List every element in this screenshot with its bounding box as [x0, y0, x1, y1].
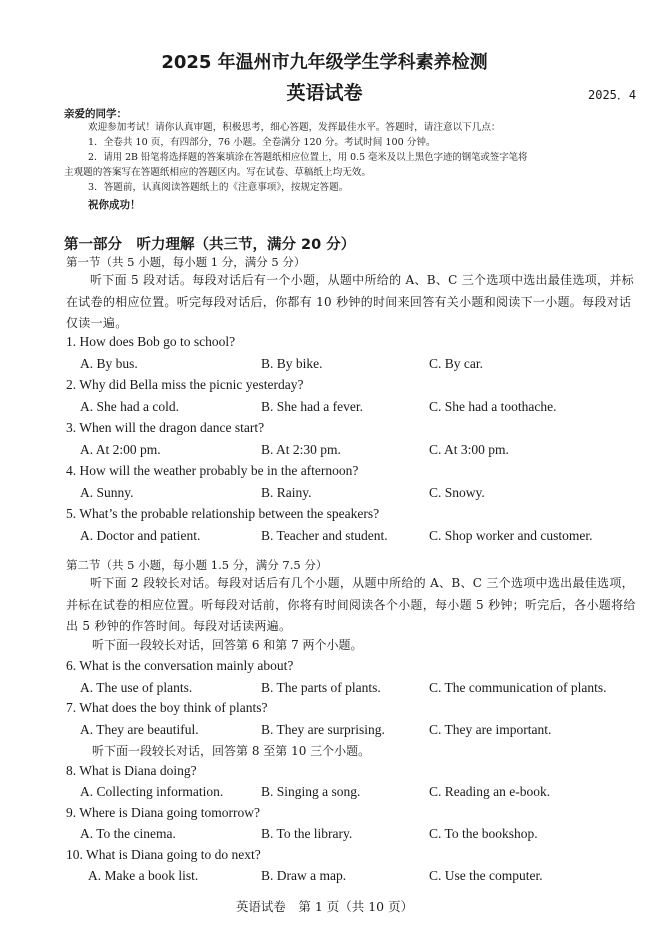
- section2-note-1: 听下面一段较长对话，回答第 6 和第 7 两个小题。: [92, 638, 363, 652]
- question-6-option-b: B. The parts of plants.: [261, 680, 381, 695]
- notice-rule-1: 1．全卷共 10 页，有四部分，76 小题。全卷满分 120 分。考试时间 100 分钟。: [88, 137, 436, 148]
- question-8-option-b: B. Singing a song.: [261, 784, 361, 799]
- question-3-option-c: C. At 3:00 pm.: [429, 442, 509, 457]
- question-2-option-b: B. She had a fever.: [261, 399, 363, 414]
- question-4-option-b: B. Rainy.: [261, 485, 312, 500]
- question-3-option-a: A. At 2:00 pm.: [80, 442, 161, 457]
- question-7-option-a: A. They are beautiful.: [80, 722, 199, 737]
- question-7-option-b: B. They are surprising.: [261, 722, 385, 737]
- question-6-option-a: A. The use of plants.: [80, 680, 193, 695]
- question-4-option-a: A. Sunny.: [80, 485, 134, 500]
- notice-rule-3: 3．答题前，认真阅读答题纸上的《注意事项》，按规定答题。: [88, 182, 349, 193]
- question-1-option-a: A. By bus.: [80, 356, 138, 371]
- question-10-option-a: A. Make a book list.: [88, 868, 199, 883]
- question-2-option-c: C. She had a toothache.: [429, 399, 557, 414]
- question-9-option-c: C. To the bookshop.: [429, 826, 538, 841]
- question-10-stem: 10. What is Diana going to do next?: [66, 847, 261, 862]
- question-1-option-b: B. By bike.: [261, 356, 323, 371]
- section1-instruction: 听下面 5 段对话。每段对话后有一个小题，从题中所给的 A、B、C 三个选项中选出最佳选项，并标在试卷的相应位置。听完每段对话后，你都有 10 秒钟的时间来回答有关小题和阅读下一小题。每段对话仅读一遍。: [66, 273, 634, 330]
- exam-title: 2025 年温州市九年级学生学科素养检测: [161, 52, 488, 73]
- question-9-stem: 9. Where is Diana going tomorrow?: [66, 805, 260, 820]
- question-5-stem: 5. What’s the probable relationship between the speakers?: [66, 506, 380, 521]
- page-footer: 英语试卷 第 1 页（共 10 页）: [235, 899, 414, 914]
- question-5-option-b: B. Teacher and student.: [261, 528, 388, 543]
- question-6-option-c: C. The communication of plants.: [429, 680, 607, 695]
- notice-greeting: 亲爱的同学：: [64, 108, 127, 120]
- question-8-option-c: C. Reading an e-book.: [429, 784, 551, 799]
- question-2-stem: 2. Why did Bella miss the picnic yesterday?: [66, 377, 304, 392]
- notice-rule-2a: 2．请用 2B 铅笔将选择题的答案填涂在答题纸相应位置上，用 0.5 毫米及以上黑色字迹的钢笔或签字笔将: [88, 152, 528, 163]
- notice-wish: 祝你成功！: [88, 199, 141, 211]
- question-1-option-c: C. By car.: [429, 356, 483, 371]
- section1-label: 第一节（共 5 小题，每小题 1 分，满分 5 分）: [66, 255, 306, 269]
- question-3-stem: 3. When will the dragon dance start?: [66, 420, 265, 435]
- section2-note-2: 听下面一段较长对话，回答第 8 至第 10 三个小题。: [92, 744, 371, 758]
- question-1-stem: 1. How does Bob go to school?: [66, 334, 236, 349]
- question-6-stem: 6. What is the conversation mainly about?: [66, 658, 294, 673]
- question-5-option-a: A. Doctor and patient.: [80, 528, 201, 543]
- question-4-option-c: C. Snowy.: [429, 485, 485, 500]
- section2-label: 第二节（共 5 小题，每小题 1.5 分，满分 7.5 分）: [66, 558, 328, 572]
- question-10-option-c: C. Use the computer.: [429, 868, 543, 883]
- exam-date: 2025．4: [588, 88, 637, 102]
- question-4-stem: 4. How will the weather probably be in the afternoon?: [66, 463, 359, 478]
- question-5-option-c: C. Shop worker and customer.: [429, 528, 593, 543]
- question-8-option-a: A. Collecting information.: [80, 784, 224, 799]
- exam-subtitle: 英语试卷: [286, 82, 363, 104]
- question-9-option-a: A. To the cinema.: [80, 826, 176, 841]
- question-7-option-c: C. They are important.: [429, 722, 552, 737]
- question-2-option-a: A. She had a cold.: [80, 399, 179, 414]
- question-8-stem: 8. What is Diana doing?: [66, 763, 197, 778]
- section2-instruction: 听下面 2 段较长对话。每段对话后有几个小题，从题中所给的 A、B、C 三个选项中选出最佳选项，并标在试卷的相应位置。听每段对话前，你将有时间阅读各个小题，每小题 5 秒钟；听完后，各小题将给出 5 秒钟的作答时间。每段对话读两遍。: [66, 576, 636, 633]
- question-3-option-b: B. At 2:30 pm.: [261, 442, 341, 457]
- question-9-option-b: B. To the library.: [261, 826, 353, 841]
- part1-heading: 第一部分 听力理解（共三节，满分 20 分）: [64, 237, 356, 253]
- notice-intro: 欢迎参加考试！请你认真审题，积极思考，细心答题，发挥最佳水平。答题时，请注意以下几点：: [88, 122, 501, 133]
- notice-rule-2b: 主观题的答案写在答题纸相应的答题区内。写在试卷、草稿纸上均无效。: [64, 167, 371, 178]
- question-10-option-b: B. Draw a map.: [261, 868, 347, 883]
- question-7-stem: 7. What does the boy think of plants?: [66, 700, 268, 715]
